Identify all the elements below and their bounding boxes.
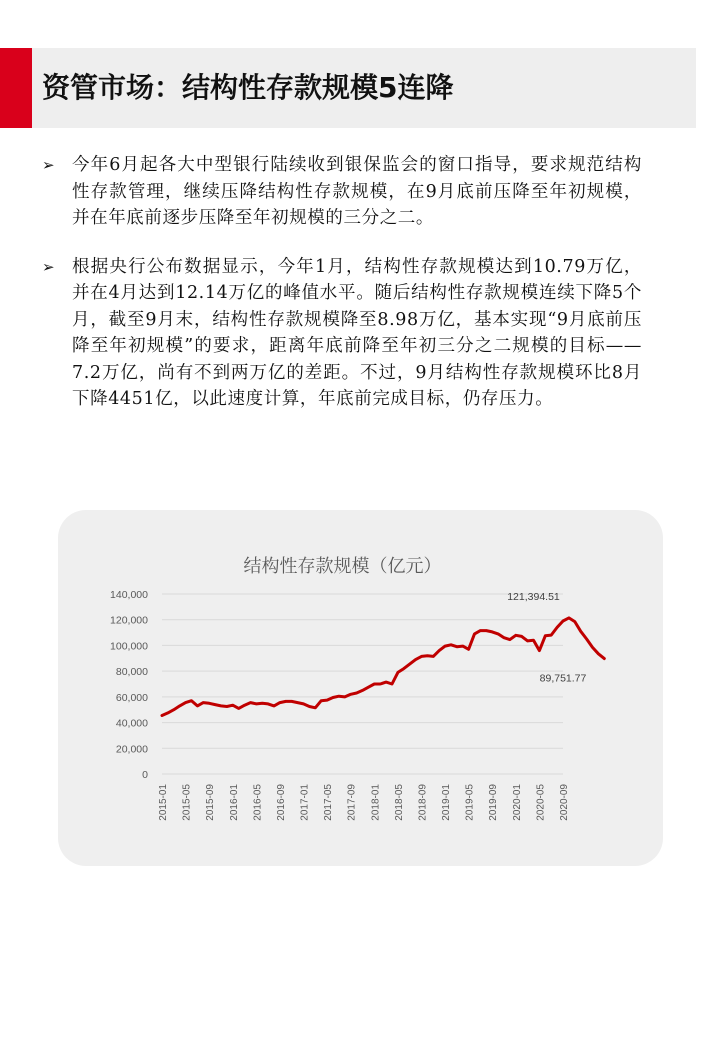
title-bar bbox=[0, 48, 696, 128]
x-tick-label: 2016-09 bbox=[275, 784, 287, 821]
x-tick-label: 2019-09 bbox=[488, 784, 500, 821]
y-tick-label: 120,000 bbox=[110, 614, 148, 627]
title-accent-bar bbox=[0, 48, 32, 128]
x-tick-label: 2015-01 bbox=[158, 784, 169, 821]
x-tick-label: 2017-05 bbox=[323, 784, 335, 821]
data-label: 121,394.51 bbox=[507, 590, 560, 603]
bullet-text: 今年6月起各大中型银行陆续收到银保监会的窗口指导，要求规范结构性存款管理，继续压降结构性存款规模，在9月底前压降至年初规模，并在年底前逐步压降至年初规模的三分之二。 bbox=[72, 155, 642, 228]
arrow-bullet-icon: ➢ bbox=[42, 156, 55, 174]
y-tick-label: 40,000 bbox=[115, 717, 148, 730]
arrow-bullet-icon: ➢ bbox=[42, 257, 55, 276]
chart-card bbox=[58, 510, 663, 866]
x-tick-label: 2015-09 bbox=[205, 784, 217, 821]
x-tick-label: 2016-01 bbox=[228, 784, 240, 821]
x-tick-label: 2019-01 bbox=[441, 784, 453, 821]
bullet-list bbox=[42, 152, 642, 435]
x-tick-label: 2016-05 bbox=[252, 784, 264, 821]
x-tick-label: 2018-01 bbox=[370, 784, 382, 821]
bullet-item bbox=[42, 254, 642, 413]
x-tick-label: 2018-09 bbox=[417, 784, 429, 821]
x-tick-label: 2020-09 bbox=[559, 784, 570, 821]
y-tick-label: 140,000 bbox=[110, 589, 148, 601]
bullet-text: 根据央行公布数据显示，今年1月，结构性存款规模达到10.79万亿，并在4月达到12.14万亿的峰值水平。随后结构性存款规模连续下降5个月，截至9月末，结构性存款规模降至8.98万亿，基本实现“9月底前压降至年初规模”的要求，距离年底前降至年初三分之二规模的目标——7.2万亿，尚有不到两万亿的差距。不过，9月结构性存款规模环比8月下降4451亿，以此速度计算，年底前完成目标，仍存压力。 bbox=[72, 256, 642, 409]
x-tick-label: 2019-05 bbox=[464, 784, 476, 821]
page-title: 资管市场：结构性存款规模5连降 bbox=[42, 71, 454, 104]
x-tick-label: 2017-09 bbox=[346, 784, 358, 821]
x-tick-label: 2015-05 bbox=[181, 784, 193, 821]
x-tick-label: 2020-05 bbox=[535, 784, 547, 821]
y-tick-label: 60,000 bbox=[115, 691, 148, 704]
bullet-item bbox=[42, 152, 642, 232]
x-tick-label: 2018-05 bbox=[393, 784, 405, 821]
y-tick-label: 100,000 bbox=[110, 640, 148, 653]
series-line bbox=[162, 618, 604, 716]
y-tick-label: 0 bbox=[142, 769, 148, 781]
chart-title: 结构性存款规模（亿元） bbox=[243, 556, 442, 576]
y-tick-label: 80,000 bbox=[115, 666, 148, 679]
x-tick-label: 2020-01 bbox=[511, 784, 523, 821]
x-tick-label: 2017-01 bbox=[299, 784, 311, 821]
y-tick-label: 20,000 bbox=[115, 743, 148, 756]
line-chart bbox=[58, 510, 663, 866]
data-label: 89,751.77 bbox=[539, 672, 587, 685]
